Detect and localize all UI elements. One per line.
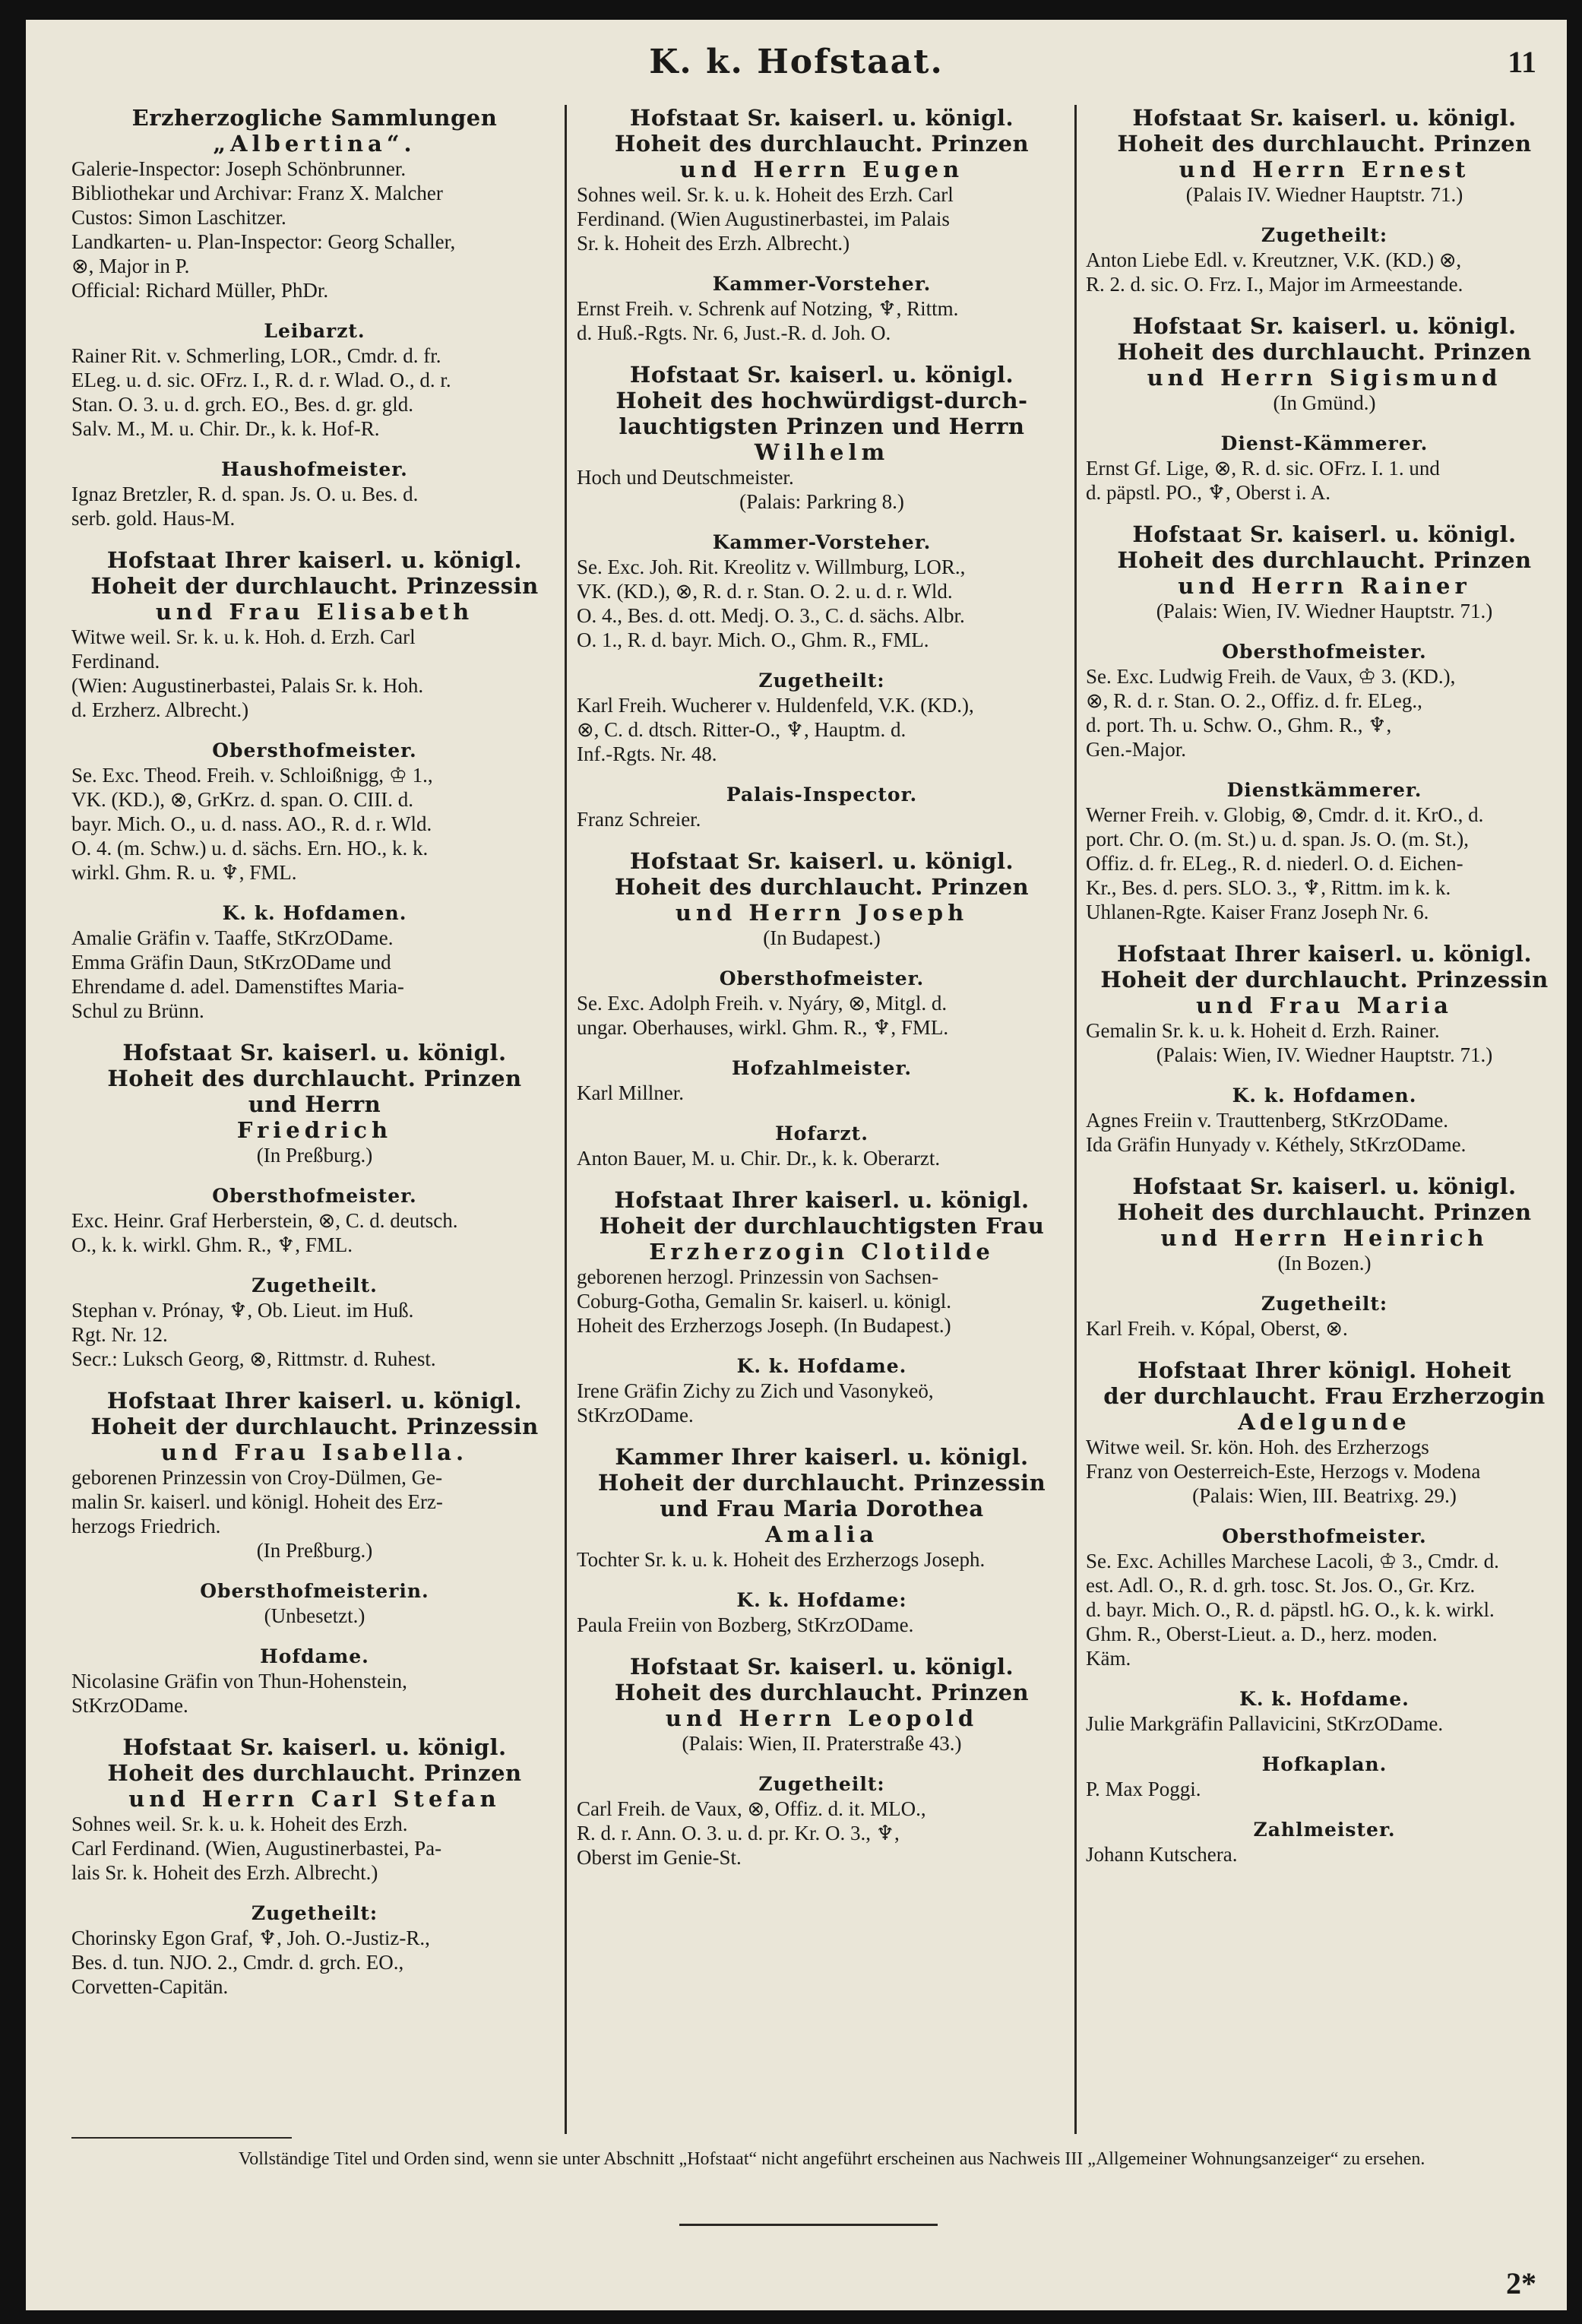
entry-line: Werner Freih. v. Globig, ⊗, Cmdr. d. it. KrO., d. [1086,803,1484,826]
entry-line: Agnes Freiin v. Trauttenberg, StKrzODame. [1086,1109,1448,1132]
entry-line: Coburg-Gotha, Gemalin Sr. kaiserl. u. königl. [577,1290,951,1312]
entry-line: geborenen herzogl. Prinzessin von Sachsen- [577,1265,939,1288]
section-heading: Hofstaat Sr. kaiserl. u. königl. [122,1040,507,1065]
entry-line: Stan. O. 3. u. d. grch. EO., Bes. d. gr. gld. [71,393,413,416]
location-note: (Palais: Wien, III. Beatrixg. 29.) [1192,1484,1457,1507]
office-section [1086,640,1563,761]
entry-line: herzogs Friedrich. [71,1515,221,1537]
office-section [1086,223,1563,296]
court-section [1086,521,1563,623]
court-section [577,1654,1067,1756]
section-heading: Hoheit der durchlaucht. Prinzessin [90,573,539,599]
section-heading: Hofstaat Ihrer kaiserl. u. königl. [106,547,523,573]
location-note: (Palais: Parkring 8.) [739,490,904,513]
footnote-rule [71,2137,292,2139]
entry-line: Exc. Heinr. Graf Herberstein, ⊗, C. d. deutsch. [71,1209,458,1232]
entry-line: Ernst Gf. Lige, ⊗, R. d. sic. OFrz. I. 1. und [1086,457,1440,480]
office-section [71,1184,558,1257]
office-section [71,1274,558,1371]
office-heading: Kammer-Vorsteher. [712,273,932,295]
office-heading: Obersthofmeisterin. [200,1580,429,1602]
section-heading: Hofstaat Sr. kaiserl. u. königl. [1132,521,1517,547]
section-heading: Wilhelm [754,439,890,465]
office-heading: Leibarzt. [264,320,365,342]
office-heading: Obersthofmeister. [212,1185,417,1207]
office-heading: Hofkaplan. [1261,1753,1387,1775]
entry-line: Gemalin Sr. k. u. k. Hoheit d. Erzh. Rainer. [1086,1019,1440,1042]
office-section [71,901,558,1023]
office-section [71,458,558,530]
entry-line: R. 2. d. sic. O. Frz. I., Major im Armeestande. [1086,273,1463,296]
office-heading: K. k. Hofdamen. [1232,1084,1417,1107]
entry-line: Anton Liebe Edl. v. Kreutzner, V.K. (KD.) ⊗, [1086,249,1462,271]
entry-line: Franz von Oesterreich-Este, Herzogs v. Modena [1086,1460,1481,1483]
office-heading: K. k. Hofdamen. [222,902,407,924]
court-section [577,1187,1067,1338]
entry-line: ⊗, C. d. dtsch. Ritter-O., ♆, Hauptm. d. [577,718,906,741]
office-heading: Palais-Inspector. [726,784,918,806]
section-heading: Hoheit des durchlaucht. Prinzen [614,1680,1030,1705]
entry-line: Tochter Sr. k. u. k. Hoheit des Erzherzogs Joseph. [577,1548,986,1571]
section-heading: der durchlaucht. Frau Erzherzogin [1103,1383,1546,1409]
office-heading: Hofdame. [260,1645,369,1667]
office-section [1086,1818,1563,1866]
office-section [577,669,1067,766]
entry-line: Landkarten- u. Plan-Inspector: Georg Schaller, [71,230,456,253]
entry-line: Rgt. Nr. 12. [71,1323,168,1346]
entry-line: wirkl. Ghm. R. u. ♆, FML. [71,861,297,884]
bottom-rule [679,2224,938,2226]
running-head-title: K. k. Hofstaat. [649,43,944,81]
section-heading: Hofstaat Sr. kaiserl. u. königl. [629,1654,1014,1680]
entry-line: O. 1., R. d. bayr. Mich. O., Ghm. R., FML. [577,628,929,651]
office-section [1086,1084,1563,1157]
entry-line: Custos: Simon Laschitzer. [71,206,286,229]
office-heading: Obersthofmeister. [719,967,925,989]
office-heading: Zugetheilt: [1261,1293,1388,1315]
entry-line: Bes. d. tun. NJO. 2., Cmdr. d. grch. EO., [71,1951,404,1974]
entry-line: Emma Gräfin Daun, StKrzODame und [71,951,391,974]
entry-line: Se. Exc. Achilles Marchese Lacoli, ♔ 3., Cmdr. d. [1086,1550,1499,1572]
location-note: (Palais IV. Wiedner Hauptstr. 71.) [1185,183,1463,206]
entry-line: Sr. k. Hoheit des Erzh. Albrecht.) [577,232,850,255]
section-heading: und Herrn Rainer [1178,573,1471,599]
entry-line: Ferdinand. (Wien Augustinerbastei, im Palais [577,207,950,230]
entry-line: Witwe weil. Sr. kön. Hoh. des Erzherzogs [1086,1436,1429,1458]
entry-line: bayr. Mich. O., u. d. nass. AO., R. d. r. Wld. [71,812,432,835]
section-heading: Hoheit der durchlaucht. Prinzessin [90,1414,539,1439]
location-note: (In Bozen.) [1277,1252,1372,1274]
footnote: Vollständige Titel und Orden sind, wenn sie unter Abschnitt „Hofstaat“ nicht angeführt erscheinen aus Nachweis III „Allgemeiner Wohnungsanzeiger“ zu ersehen. [239,2149,1425,2169]
entry-line: Ernst Freih. v. Schrenk auf Notzing, ♆, Rittm. [577,297,959,320]
page-number: 11 [1508,45,1536,79]
section-heading: Hoheit des durchlaucht. Prinzen [614,131,1030,157]
running-head [26,43,1567,88]
section-heading: Hofstaat Sr. kaiserl. u. königl. [1132,1173,1517,1199]
office-section [577,1056,1067,1105]
section-heading: und Frau Maria Dorothea [660,1496,984,1521]
entry-line: est. Adl. O., R. d. grh. tosc. St. Jos. O., Gr. Krz. [1086,1574,1476,1597]
entry-line: Kr., Bes. d. pers. SLO. 3., ♆, Rittm. im k. k. [1086,876,1451,899]
directory-page [26,20,1567,2310]
office-section [577,967,1067,1040]
court-section [71,105,558,302]
entry-line: Corvetten-Capitän. [71,1975,229,1998]
entry-line: port. Chr. O. (m. St.) u. d. span. Js. O. (m. St.), [1086,828,1470,850]
entry-line: serb. gold. Haus-M. [71,507,236,530]
office-heading: Haushofmeister. [221,458,408,480]
entry-line: Sohnes weil. Sr. k. u. k. Hoheit des Erzh. Carl [577,183,954,206]
entry-line: d. päpstl. PO., ♆, Oberst i. A. [1086,481,1330,504]
section-heading: Hoheit der durchlauchtigsten Frau [599,1213,1045,1239]
section-heading: Hofstaat Sr. kaiserl. u. königl. [629,848,1014,874]
entry-line: d. port. Th. u. Schw. O., Ghm. R., ♆, [1086,714,1392,736]
column-middle [577,105,1067,2142]
entry-line: Galerie-Inspector: Joseph Schönbrunner. [71,157,407,180]
location-note: (In Gmünd.) [1273,391,1376,414]
office-heading: Obersthofmeister. [212,739,417,761]
entry-line: Käm. [1086,1647,1131,1670]
entry-line: P. Max Poggi. [1086,1778,1201,1800]
office-section [577,1588,1067,1637]
office-heading: Zugetheilt. [252,1274,378,1297]
section-heading: Adelgunde [1238,1409,1411,1435]
section-heading: Hoheit des durchlaucht. Prinzen [107,1065,522,1091]
entry-line: Nicolasine Gräfin von Thun-Hohenstein, [71,1670,407,1692]
entry-line: Chorinsky Egon Graf, ♆, Joh. O.-Justiz-R., [71,1927,430,1949]
office-heading: K. k. Hofdame. [1239,1688,1410,1710]
section-heading: Hoheit des durchlaucht. Prinzen [1117,131,1532,157]
column-left [71,105,558,2142]
office-section [1086,1752,1563,1801]
section-heading: Hoheit des durchlaucht. Prinzen [1117,339,1532,365]
entry-line: Karl Freih. v. Kópal, Oberst, ⊗. [1086,1317,1348,1340]
section-heading: Friedrich [236,1117,393,1143]
section-heading: Hoheit des durchlaucht. Prinzen [1117,547,1532,573]
entry-line: Hoch und Deutschmeister. [577,466,794,489]
section-heading: Hoheit der durchlaucht. Prinzessin [597,1470,1046,1496]
office-heading: Zugetheilt: [758,1773,885,1795]
section-heading: Hofstaat Sr. kaiserl. u. königl. [629,362,1014,388]
section-heading: Hofstaat Sr. kaiserl. u. königl. [629,105,1014,131]
office-heading: K. k. Hofdame: [736,1589,907,1611]
section-heading: „Albertina“. [213,131,416,157]
section-heading: lauchtigsten Prinzen und Herrn [619,413,1025,439]
entry-line: Se. Exc. Ludwig Freih. de Vaux, ♔ 3. (KD.), [1086,665,1456,688]
entry-line: Offiz. d. fr. ELeg., R. d. niederl. O. d. Eichen- [1086,852,1463,875]
office-section [577,530,1067,652]
signature-mark: 2* [1506,2266,1536,2300]
entry-line: O., k. k. wirkl. Ghm. R., ♆, FML. [71,1233,353,1256]
entry-line: Uhlanen-Rgte. Kaiser Franz Joseph Nr. 6. [1086,901,1429,923]
entry-line: (Wien: Augustinerbastei, Palais Sr. k. Hoh. [71,674,424,697]
office-heading: K. k. Hofdame. [736,1355,907,1377]
entry-line: ELeg. u. d. sic. OFrz. I., R. d. r. Wlad. O., d. r. [71,369,451,391]
section-heading: Hoheit des durchlaucht. Prinzen [107,1760,522,1786]
entry-line: geborenen Prinzessin von Croy-Dülmen, Ge- [71,1466,443,1489]
location-note: (Palais: Wien, IV. Wiedner Hauptstr. 71.) [1156,600,1493,622]
office-section [1086,432,1563,505]
court-section [71,1734,558,1885]
office-section [577,1772,1067,1870]
entry-line: Johann Kutschera. [1086,1843,1238,1866]
office-heading: Kammer-Vorsteher. [712,531,932,553]
office-section [71,319,558,441]
entry-line: Salv. M., M. u. Chir. Dr., k. k. Hof-R. [71,417,380,440]
entry-line: VK. (KD.), ⊗, R. d. r. Stan. O. 2. u. d. r. Wld. [577,580,953,603]
entry-line: StKrzODame. [71,1694,188,1717]
entry-line: Karl Millner. [577,1081,684,1104]
entry-line: d. Erzherz. Albrecht.) [71,698,249,721]
entry-line: Sohnes weil. Sr. k. u. k. Hoheit des Erzh. [71,1813,408,1835]
court-section [1086,313,1563,415]
section-heading: Hoheit des durchlaucht. Prinzen [614,874,1030,900]
entry-line: Rainer Rit. v. Schmerling, LOR., Cmdr. d. fr. [71,344,441,367]
section-heading: und Frau Maria [1196,993,1453,1018]
office-section [71,1901,558,1999]
section-heading: Erzherzogliche Sammlungen [131,105,498,131]
entry-line: Irene Gräfin Zichy zu Zich und Vasonykeö, [577,1379,934,1402]
entry-line: Hoheit des Erzherzogs Joseph. (In Budapest.) [577,1314,951,1337]
section-heading: Hofstaat Ihrer kaiserl. u. königl. [106,1388,523,1414]
entry-line: Ignaz Bretzler, R. d. span. Js. O. u. Bes. d. [71,483,419,505]
entry-line: Schul zu Brünn. [71,999,204,1022]
entry-line: Ida Gräfin Hunyady v. Kéthely, StKrzODame. [1086,1133,1467,1156]
entry-line: R. d. r. Ann. O. 3. u. d. pr. Kr. O. 3., ♆, [577,1822,900,1844]
entry-line: Amalie Gräfin v. Taaffe, StKrzODame. [71,926,394,949]
section-heading: Hofstaat Ihrer kaiserl. u. königl. [614,1187,1030,1213]
office-section [577,272,1067,345]
entry-line: VK. (KD.), ⊗, GrKrz. d. span. O. CIII. d. [71,788,414,811]
entry-line: Anton Bauer, M. u. Chir. Dr., k. k. Oberarzt. [577,1147,941,1170]
office-section [1086,778,1563,924]
entry-line: Se. Exc. Joh. Rit. Kreolitz v. Willmburg, LOR., [577,556,966,578]
section-heading: Hofstaat Sr. kaiserl. u. königl. [1132,105,1517,131]
office-heading: Dienst-Kämmerer. [1220,432,1429,454]
entry-line: Bibliothekar und Archivar: Franz X. Malcher [71,182,443,204]
office-section [71,739,558,885]
entry-line: Carl Freih. de Vaux, ⊗, Offiz. d. it. MLO., [577,1797,926,1820]
office-heading: Hofarzt. [775,1122,869,1145]
office-heading: Zugetheilt: [1261,224,1388,246]
court-section [1086,1173,1563,1275]
entry-line: ungar. Oberhauses, wirkl. Ghm. R., ♆, FML. [577,1016,949,1039]
column-divider [565,105,567,2134]
entry-line: ⊗, Major in P. [71,255,190,277]
office-section [1086,1687,1563,1736]
entry-line: Se. Exc. Theod. Freih. v. Schloißnigg, ♔ 1., [71,764,433,787]
location-note: (Palais: Wien, II. Praterstraße 43.) [682,1732,962,1755]
entry-line: Stephan v. Prónay, ♆, Ob. Lieut. im Huß. [71,1299,414,1322]
court-section [1086,1357,1563,1508]
court-section [1086,105,1563,207]
section-heading: Hoheit des hochwürdigst-durch- [615,388,1028,413]
entry-line: d. Huß.-Rgts. Nr. 6, Just.-R. d. Joh. O. [577,321,891,344]
location-note: (In Budapest.) [763,926,881,949]
entry-line: Gen.-Major. [1086,738,1186,761]
office-section [71,1645,558,1718]
entry-line: d. bayr. Mich. O., R. d. päpstl. hG. O., k. k. wirkl. [1086,1598,1495,1621]
location-note: (In Preßburg.) [256,1144,373,1167]
entry-line: Se. Exc. Adolph Freih. v. Nyáry, ⊗, Mitgl. d. [577,992,948,1015]
section-heading: und Herrn Leopold [665,1705,979,1731]
section-heading: und Herrn Heinrich [1160,1225,1489,1251]
entry-line: malin Sr. kaiserl. und königl. Hoheit des Erz- [71,1490,443,1513]
section-heading: Hofstaat Ihrer kaiserl. u. königl. [1116,941,1533,967]
section-heading: und Herrn Sigismund [1147,365,1502,391]
entry-line: Julie Markgräfin Pallavicini, StKrzODame. [1086,1712,1444,1735]
entry-line: Karl Freih. Wucherer v. Huldenfeld, V.K. (KD.), [577,694,974,717]
court-section [577,848,1067,950]
entry-line: Witwe weil. Sr. k. u. k. Hoh. d. Erzh. Carl [71,625,416,648]
entry-line: Inf.-Rgts. Nr. 48. [577,742,717,765]
section-heading: Hoheit des durchlaucht. Prinzen [1117,1199,1532,1225]
court-section [71,1040,558,1167]
section-heading: und Frau Isabella. [160,1439,469,1465]
entry-line: StKrzODame. [577,1404,694,1426]
section-heading: und Herrn Ernest [1179,157,1470,182]
section-heading: und Herrn [248,1091,381,1117]
section-heading: Amalia [765,1521,878,1547]
office-heading: Obersthofmeister. [1222,641,1427,663]
section-heading: und Frau Elisabeth [155,599,474,625]
office-section [577,783,1067,831]
office-section [1086,1292,1563,1341]
office-heading: Zahlmeister. [1253,1819,1396,1841]
office-heading: Dienstkämmerer. [1226,779,1422,801]
location-note: (In Preßburg.) [256,1539,373,1562]
section-heading: Hoheit der durchlaucht. Prinzessin [1100,967,1549,993]
entry-line: Franz Schreier. [577,808,701,831]
court-section [577,362,1067,514]
section-heading: Hofstaat Sr. kaiserl. u. königl. [122,1734,507,1760]
office-section [1086,1525,1563,1670]
entry-line: Carl Ferdinand. (Wien, Augustinerbastei, Pa- [71,1837,442,1860]
entry-line: Ehrendame d. adel. Damenstiftes Maria- [71,975,404,998]
column-right [1086,105,1563,2142]
location-note: (Palais: Wien, IV. Wiedner Hauptstr. 71.) [1156,1043,1493,1066]
court-section [71,1388,558,1563]
entry-line: Official: Richard Müller, PhDr. [71,279,329,302]
column-divider [1074,105,1077,2134]
entry-line: ⊗, R. d. r. Stan. O. 2., Offiz. d. fr. ELeg., [1086,689,1422,712]
office-section [71,1579,558,1628]
entry-line: Oberst im Genie-St. [577,1846,742,1869]
entry-line: Ferdinand. [71,650,160,673]
court-section [1086,941,1563,1067]
location-note: (Unbesetzt.) [264,1604,365,1627]
office-section [577,1354,1067,1427]
office-heading: Zugetheilt: [758,670,885,692]
section-heading: Hofstaat Sr. kaiserl. u. königl. [1132,313,1517,339]
section-heading: Kammer Ihrer kaiserl. u. königl. [615,1444,1029,1470]
entry-line: O. 4., Bes. d. ott. Medj. O. 3., C. d. sächs. Albr. [577,604,965,627]
entry-line: Ghm. R., Oberst-Lieut. a. D., herz. moden. [1086,1623,1438,1645]
section-heading: Hofstaat Ihrer königl. Hoheit [1137,1357,1511,1383]
section-heading: und Herrn Carl Stefan [128,1786,501,1812]
office-heading: Hofzahlmeister. [731,1057,913,1079]
section-heading: und Herrn Joseph [675,900,969,926]
office-section [577,1122,1067,1170]
entry-line: Secr.: Luksch Georg, ⊗, Rittmstr. d. Ruhest. [71,1347,436,1370]
entry-line: O. 4. (m. Schw.) u. d. sächs. Ern. HO., k. k. [71,837,429,860]
office-heading: Zugetheilt: [251,1902,378,1924]
court-section [71,547,558,722]
entry-line: lais Sr. k. Hoheit des Erzh. Albrecht.) [71,1861,378,1884]
section-heading: und Herrn Eugen [679,157,964,182]
court-section [577,1444,1067,1572]
office-heading: Obersthofmeister. [1222,1525,1427,1547]
court-section [577,105,1067,255]
section-heading: Erzherzogin Clotilde [649,1239,995,1265]
entry-line: Paula Freiin von Bozberg, StKrzODame. [577,1613,914,1636]
